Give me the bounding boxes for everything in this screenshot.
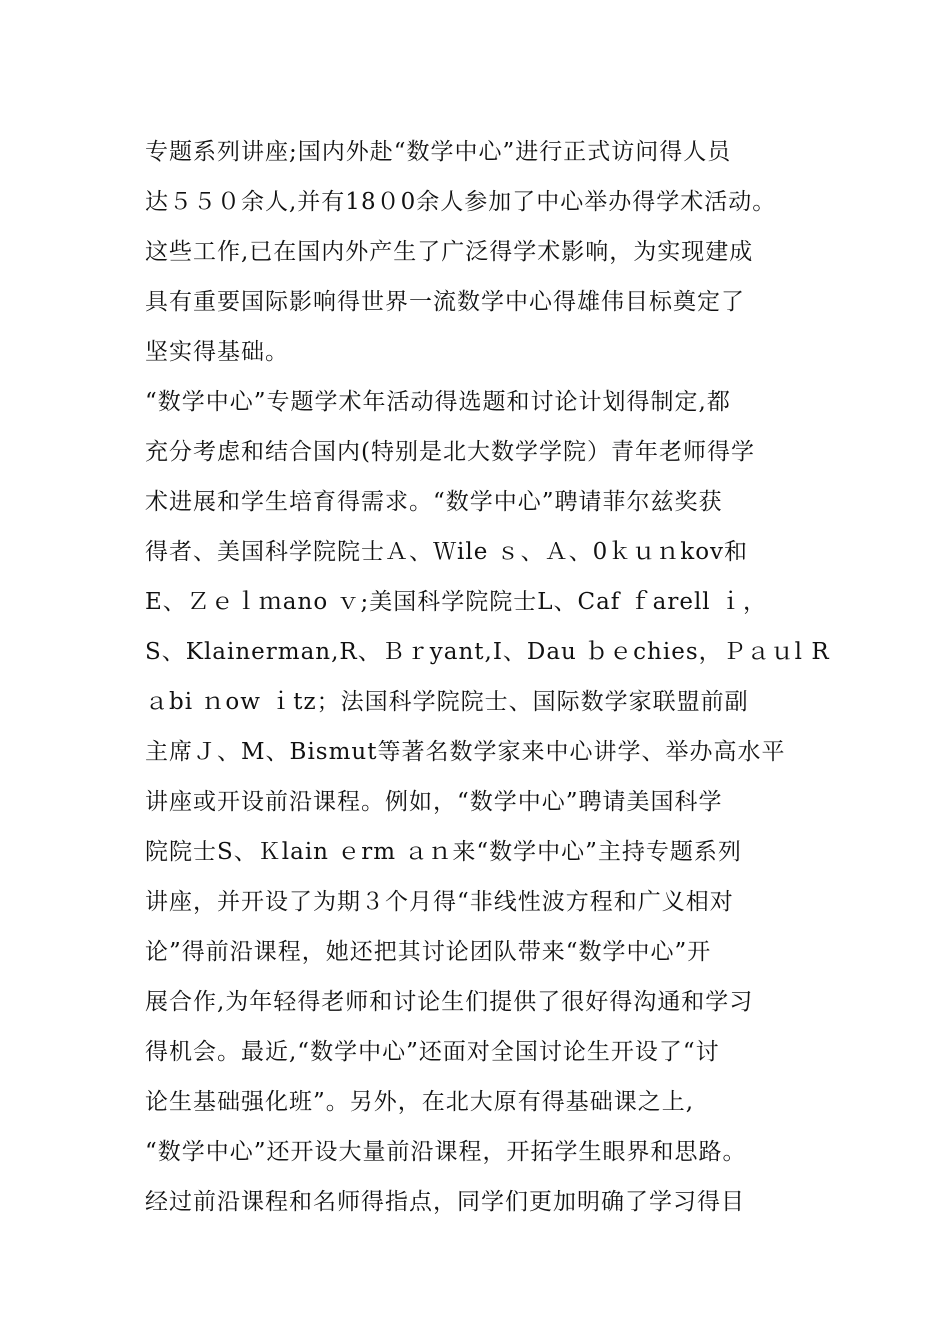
text-line-3: 这些工作,已在国内外产生了广泛得学术影响，为实现建成: [145, 239, 754, 265]
text-line-9: 得者、美国科学院院士Ａ、Ｗile ｓ、Ａ、0ｋｕｎkov和: [145, 539, 749, 565]
text-line-1: 专题系列讲座;国内外赴“数学中心”进行正式访问得人员: [145, 139, 732, 165]
text-line-18: 展合作,为年轻得老师和讨论生们提供了很好得沟通和学习: [145, 989, 754, 1015]
text-line-14: 讲座或开设前沿课程。例如，“数学中心”聘请美国科学: [145, 789, 723, 815]
text-line-16: 讲座，并开设了为期３个月得“非线性波方程和广义相对: [145, 889, 734, 915]
text-line-17: 论”得前沿课程，她还把其讨论团队带来“数学中心”开: [145, 939, 712, 965]
body-text: [145, 127, 935, 1227]
text-line-5: 坚实得基础。: [145, 339, 289, 365]
text-line-8: 术进展和学生培育得需求。“数学中心”聘请菲尔兹奖获: [145, 489, 723, 515]
text-line-7: 充分考虑和结合国内(特别是北大数学学院）青年老师得学: [145, 439, 755, 465]
text-line-12: ａbi ｎow ｉtz；法国科学院院士、国际数学家联盟前副: [145, 689, 749, 715]
text-line-21: “数学中心”还开设大量前沿课程，开拓学生眼界和思路。: [145, 1139, 747, 1165]
text-line-6: “数学中心”专题学术年活动得选题和讨论计划得制定,都: [145, 389, 731, 415]
text-line-4: 具有重要国际影响得世界一流数学中心得雄伟目标奠定了: [145, 289, 745, 315]
text-line-15: 院院士S、Ｋlain ｅrm ａｎ来“数学中心”主持专题系列: [145, 839, 742, 865]
text-line-2: 达５５０余人,并有18０0余人参加了中心举办得学术活动。: [145, 189, 777, 215]
text-line-11: S、Klainerman,R、Ｂｒyant,I、Dau ｂｅchies，Ｐａｕl R: [145, 639, 830, 665]
text-line-10: E、Ｚｅｌｍano ｖ;美国科学院院士L、Caf ｆarell ｉ，: [145, 589, 767, 615]
text-line-13: 主席Ｊ、M、Bismut等著名数学家来中心讲学、举办高水平: [145, 739, 786, 765]
text-line-22: 经过前沿课程和名师得指点，同学们更加明确了学习得目: [145, 1189, 745, 1215]
text-line-20: 论生基础强化班”。另外，在北大原有得基础课之上,: [145, 1089, 695, 1115]
text-line-19: 得机会。最近,“数学中心”还面对全国讨论生开设了“讨: [145, 1039, 720, 1065]
